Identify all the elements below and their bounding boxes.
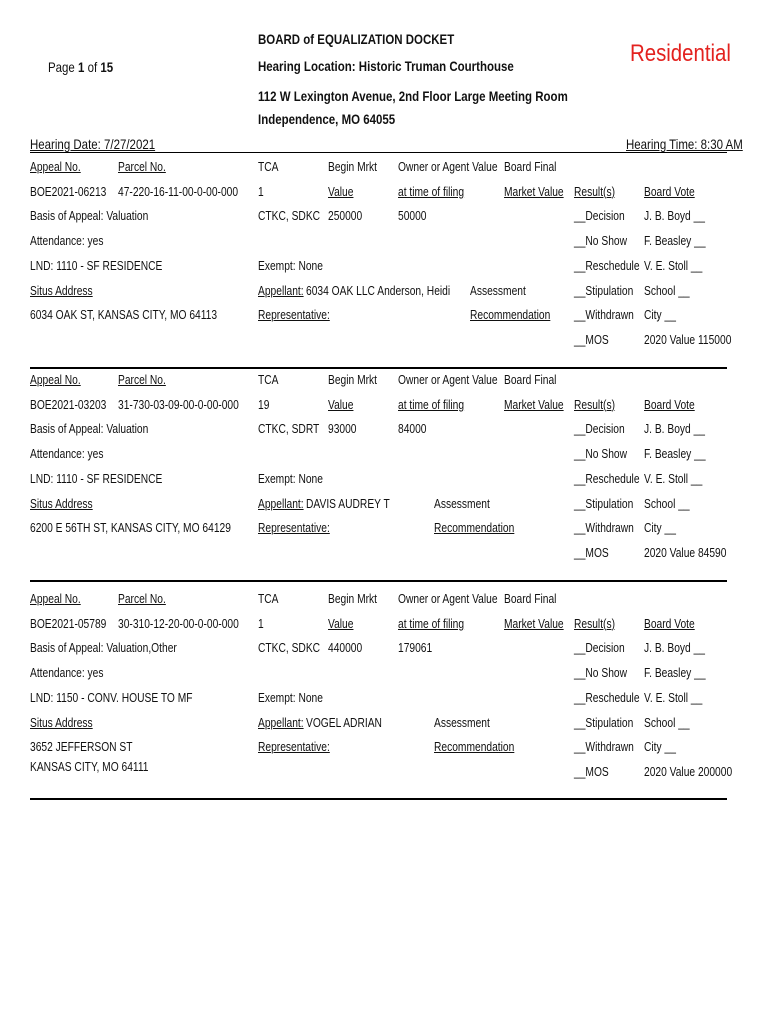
begin-mrkt-label: Begin Mrkt (328, 373, 377, 387)
address-line-2: Independence, MO 64055 (258, 111, 396, 127)
tca-code: CTKC, SDKC (258, 209, 321, 224)
parcel-no: 47-220-16-11-00-0-00-000 (118, 184, 239, 199)
board-vote-label: Board Vote (644, 184, 695, 199)
situs-address: 3652 JEFFERSON ST (30, 740, 133, 755)
attendance: Attendance: yes (30, 447, 104, 462)
begin-market-value: 440000 (328, 641, 363, 656)
hearing-location: Hearing Location: Historic Truman Courthouse (258, 58, 514, 74)
recommendation-label: Recommendation (434, 521, 515, 536)
exempt-status: Exempt: None (258, 690, 323, 705)
at-filing-label: at time of filing (398, 616, 465, 631)
representative-label: Representative: (258, 521, 330, 536)
at-filing-label: at time of filing (398, 184, 465, 199)
appellant-name: VOGEL ADRIAN (306, 715, 382, 730)
owner-value-label: Owner or Agent Value (398, 592, 498, 606)
attendance: Attendance: yes (30, 666, 104, 681)
record-divider (30, 367, 727, 369)
begin-mrkt-label: Begin Mrkt (328, 592, 377, 606)
record-divider (30, 580, 727, 582)
result-option: __Decision (574, 209, 625, 224)
basis-of-appeal: Basis of Appeal: Valuation (30, 209, 149, 224)
result-option: __Decision (574, 641, 625, 656)
board-vote-label: Board Vote (644, 616, 695, 631)
representative-label: Representative: (258, 740, 330, 755)
attendance: Attendance: yes (30, 234, 104, 249)
board-vote-member: School __ (644, 496, 690, 511)
situs-address-label: Situs Address (30, 496, 93, 511)
header-divider (30, 152, 727, 153)
market-value-label: Market Value (504, 616, 564, 631)
land-use: LND: 1110 - SF RESIDENCE (30, 258, 163, 273)
owner-value: 50000 (398, 209, 427, 224)
representative-label: Representative: (258, 308, 330, 323)
appeal-no: BOE2021-05789 (30, 616, 107, 631)
result-option: __MOS (574, 545, 609, 560)
result-option: __Reschedule (574, 258, 640, 273)
result-option: __MOS (574, 332, 609, 347)
results-label: Result(s) (574, 616, 616, 631)
hearing-date: Hearing Date: 7/27/2021 (30, 136, 156, 152)
parcel-no: 31-730-03-09-00-0-00-000 (118, 397, 239, 412)
board-vote-member: V. E. Stoll __ (644, 690, 703, 705)
tca-value: 1 (258, 184, 264, 199)
board-vote-member: F. Beasley __ (644, 666, 706, 681)
board-final-label: Board Final (504, 373, 557, 387)
parcel-no-label: Parcel No. (118, 592, 166, 606)
exempt-status: Exempt: None (258, 258, 323, 273)
record-divider (30, 798, 727, 800)
appeal-no: BOE2021-03203 (30, 397, 107, 412)
result-option: __Withdrawn (574, 521, 634, 536)
board-final-label: Board Final (504, 592, 557, 606)
market-value-label: Market Value (504, 184, 564, 199)
board-vote-member: V. E. Stoll __ (644, 471, 703, 486)
assessment-label: Assessment (434, 496, 490, 511)
page-indicator: Page 1 of 15 (48, 59, 114, 75)
owner-value: 84000 (398, 422, 427, 437)
results-label: Result(s) (574, 184, 616, 199)
recommendation-label: Recommendation (434, 740, 515, 755)
address-line-1: 112 W Lexington Avenue, 2nd Floor Large Meeting Room (258, 88, 568, 104)
board-vote-member: City __ (644, 308, 676, 323)
result-option: __Reschedule (574, 690, 640, 705)
board-vote-member: School __ (644, 283, 690, 298)
hearing-time: Hearing Time: 8:30 AM (626, 136, 743, 152)
land-use: LND: 1150 - CONV. HOUSE TO MF (30, 690, 193, 705)
parcel-no: 30-310-12-20-00-0-00-000 (118, 616, 239, 631)
board-vote-member: J. B. Boyd __ (644, 209, 705, 224)
land-use: LND: 1110 - SF RESIDENCE (30, 471, 163, 486)
board-vote-member: J. B. Boyd __ (644, 641, 705, 656)
board-vote-member: City __ (644, 740, 676, 755)
board-vote-member: City __ (644, 521, 676, 536)
exempt-status: Exempt: None (258, 471, 323, 486)
board-vote-member: V. E. Stoll __ (644, 258, 703, 273)
board-vote-member: F. Beasley __ (644, 447, 706, 462)
assessment-label: Assessment (470, 283, 526, 298)
parcel-no-label: Parcel No. (118, 160, 166, 174)
result-option: __Withdrawn (574, 740, 634, 755)
recommendation-label: Recommendation (470, 308, 551, 323)
result-option: __Reschedule (574, 471, 640, 486)
situs-address: 6200 E 56TH ST, KANSAS CITY, MO 64129 (30, 521, 231, 536)
basis-of-appeal: Basis of Appeal: Valuation (30, 422, 149, 437)
appellant-label: Appellant: (258, 283, 304, 298)
category-label: Residential (630, 40, 731, 67)
prior-year-value: 2020 Value 200000 (644, 764, 733, 779)
tca-code: CTKC, SDRT (258, 422, 320, 437)
prior-year-value: 2020 Value 84590 (644, 545, 727, 560)
appellant-name: 6034 OAK LLC Anderson, Heidi (306, 283, 451, 298)
value-label: Value (328, 397, 354, 412)
appellant-label: Appellant: (258, 715, 304, 730)
result-option: __No Show (574, 447, 627, 462)
owner-value-label: Owner or Agent Value (398, 160, 498, 174)
result-option: __Withdrawn (574, 308, 634, 323)
tca-value: 19 (258, 397, 270, 412)
tca-label: TCA (258, 160, 279, 174)
result-option: __No Show (574, 234, 627, 249)
appeal-no-label: Appeal No. (30, 373, 81, 387)
situs-address-label: Situs Address (30, 715, 93, 730)
docket-title: BOARD of EQUALIZATION DOCKET (258, 31, 455, 47)
parcel-no-label: Parcel No. (118, 373, 166, 387)
owner-value-label: Owner or Agent Value (398, 373, 498, 387)
tca-code: CTKC, SDKC (258, 641, 321, 656)
result-option: __Stipulation (574, 283, 634, 298)
basis-of-appeal: Basis of Appeal: Valuation,Other (30, 641, 177, 656)
value-label: Value (328, 184, 354, 199)
appeal-no-label: Appeal No. (30, 592, 81, 606)
situs-address-line-2: KANSAS CITY, MO 64111 (30, 760, 149, 775)
board-vote-member: School __ (644, 715, 690, 730)
appellant-name: DAVIS AUDREY T (306, 496, 390, 511)
tca-value: 1 (258, 616, 264, 631)
owner-value: 179061 (398, 641, 433, 656)
at-filing-label: at time of filing (398, 397, 465, 412)
result-option: __MOS (574, 764, 609, 779)
market-value-label: Market Value (504, 397, 564, 412)
situs-address-label: Situs Address (30, 283, 93, 298)
appeal-no-label: Appeal No. (30, 160, 81, 174)
board-vote-label: Board Vote (644, 397, 695, 412)
result-option: __Stipulation (574, 715, 634, 730)
appeal-no: BOE2021-06213 (30, 184, 107, 199)
begin-mrkt-label: Begin Mrkt (328, 160, 377, 174)
result-option: __No Show (574, 666, 627, 681)
result-option: __Decision (574, 422, 625, 437)
board-final-label: Board Final (504, 160, 557, 174)
results-label: Result(s) (574, 397, 616, 412)
begin-market-value: 250000 (328, 209, 363, 224)
begin-market-value: 93000 (328, 422, 357, 437)
appellant-label: Appellant: (258, 496, 304, 511)
value-label: Value (328, 616, 354, 631)
board-vote-member: F. Beasley __ (644, 234, 706, 249)
prior-year-value: 2020 Value 115000 (644, 332, 732, 347)
result-option: __Stipulation (574, 496, 634, 511)
tca-label: TCA (258, 373, 279, 387)
board-vote-member: J. B. Boyd __ (644, 422, 705, 437)
tca-label: TCA (258, 592, 279, 606)
assessment-label: Assessment (434, 715, 490, 730)
situs-address: 6034 OAK ST, KANSAS CITY, MO 64113 (30, 308, 218, 323)
